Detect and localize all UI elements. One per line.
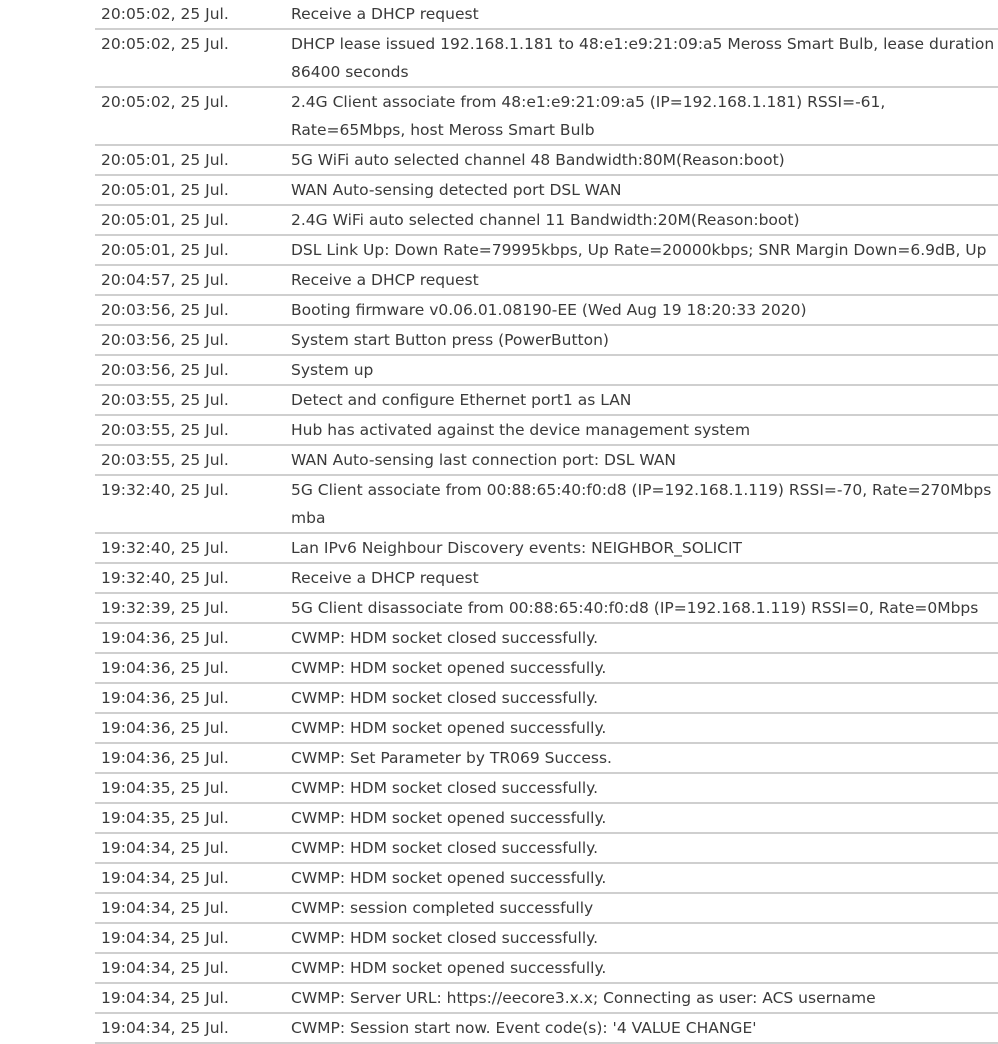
log-timestamp: 19:04:36, 25 Jul. bbox=[95, 743, 283, 773]
log-timestamp: 20:04:57, 25 Jul. bbox=[95, 265, 283, 295]
log-timestamp: 20:03:56, 25 Jul. bbox=[95, 355, 283, 385]
log-timestamp: 19:32:40, 25 Jul. bbox=[95, 533, 283, 563]
log-message: WAN Auto-sensing last connection port: DSL WAN bbox=[283, 445, 998, 475]
log-timestamp: 19:04:36, 25 Jul. bbox=[95, 713, 283, 743]
log-row bbox=[95, 445, 998, 475]
log-message: CWMP: Session start now. Event code(s): '4 VALUE CHANGE' bbox=[283, 1013, 998, 1043]
log-row bbox=[95, 175, 998, 205]
log-timestamp: 20:03:55, 25 Jul. bbox=[95, 385, 283, 415]
log-message: Receive a DHCP request bbox=[283, 563, 998, 593]
log-row bbox=[95, 743, 998, 773]
log-row bbox=[95, 0, 998, 29]
log-timestamp: 19:32:40, 25 Jul. bbox=[95, 475, 283, 533]
log-timestamp: 19:04:34, 25 Jul. bbox=[95, 893, 283, 923]
log-message: Detect and configure Ethernet port1 as LAN bbox=[283, 385, 998, 415]
log-message: CWMP: HDM socket closed successfully. bbox=[283, 833, 998, 863]
log-timestamp: 20:03:56, 25 Jul. bbox=[95, 325, 283, 355]
log-timestamp: 19:04:34, 25 Jul. bbox=[95, 953, 283, 983]
log-timestamp: 20:05:01, 25 Jul. bbox=[95, 235, 283, 265]
log-timestamp: 19:04:34, 25 Jul. bbox=[95, 833, 283, 863]
log-row bbox=[95, 863, 998, 893]
log-timestamp: 20:05:02, 25 Jul. bbox=[95, 87, 283, 145]
log-row bbox=[95, 983, 998, 1013]
log-row bbox=[95, 683, 998, 713]
log-row bbox=[95, 623, 998, 653]
log-message: CWMP: Server URL: https://eecore3.x.x; Connecting as user: ACS username bbox=[283, 983, 998, 1013]
log-row bbox=[95, 923, 998, 953]
log-row bbox=[95, 325, 998, 355]
log-row bbox=[95, 533, 998, 563]
log-row bbox=[95, 593, 998, 623]
log-message: Booting firmware v0.06.01.08190-EE (Wed Aug 19 18:20:33 2020) bbox=[283, 295, 998, 325]
log-timestamp: 19:04:36, 25 Jul. bbox=[95, 683, 283, 713]
log-timestamp: 20:05:01, 25 Jul. bbox=[95, 175, 283, 205]
log-row bbox=[95, 563, 998, 593]
event-log-body bbox=[95, 0, 998, 1043]
log-message: CWMP: Set Parameter by TR069 Success. bbox=[283, 743, 998, 773]
log-row bbox=[95, 475, 998, 533]
log-timestamp: 19:04:36, 25 Jul. bbox=[95, 653, 283, 683]
log-message: CWMP: HDM socket opened successfully. bbox=[283, 803, 998, 833]
log-message: CWMP: HDM socket opened successfully. bbox=[283, 863, 998, 893]
log-message: Hub has activated against the device management system bbox=[283, 415, 998, 445]
log-timestamp: 19:04:36, 25 Jul. bbox=[95, 623, 283, 653]
log-timestamp: 20:05:01, 25 Jul. bbox=[95, 205, 283, 235]
log-message: 5G WiFi auto selected channel 48 Bandwidth:80M(Reason:boot) bbox=[283, 145, 998, 175]
log-row bbox=[95, 235, 998, 265]
log-message: 2.4G WiFi auto selected channel 11 Bandwidth:20M(Reason:boot) bbox=[283, 205, 998, 235]
log-timestamp: 20:03:55, 25 Jul. bbox=[95, 415, 283, 445]
log-message: System start Button press (PowerButton) bbox=[283, 325, 998, 355]
log-row bbox=[95, 295, 998, 325]
log-row bbox=[95, 1013, 998, 1043]
log-message: System up bbox=[283, 355, 998, 385]
log-message: CWMP: HDM socket opened successfully. bbox=[283, 653, 998, 683]
log-message: WAN Auto-sensing detected port DSL WAN bbox=[283, 175, 998, 205]
log-timestamp: 20:03:55, 25 Jul. bbox=[95, 445, 283, 475]
log-message: CWMP: HDM socket closed successfully. bbox=[283, 923, 998, 953]
log-message: Receive a DHCP request bbox=[283, 265, 998, 295]
event-log-table bbox=[95, 0, 998, 1044]
log-timestamp: 19:04:34, 25 Jul. bbox=[95, 1013, 283, 1043]
log-timestamp: 19:04:34, 25 Jul. bbox=[95, 983, 283, 1013]
log-message: CWMP: HDM socket closed successfully. bbox=[283, 773, 998, 803]
log-message: DSL Link Up: Down Rate=79995kbps, Up Rate=20000kbps; SNR Margin Down=6.9dB, Up bbox=[283, 235, 998, 265]
log-row bbox=[95, 355, 998, 385]
log-row bbox=[95, 713, 998, 743]
log-row bbox=[95, 265, 998, 295]
log-timestamp: 19:04:34, 25 Jul. bbox=[95, 863, 283, 893]
log-message: CWMP: HDM socket closed successfully. bbox=[283, 683, 998, 713]
log-row bbox=[95, 87, 998, 145]
log-row bbox=[95, 385, 998, 415]
log-timestamp: 19:32:40, 25 Jul. bbox=[95, 563, 283, 593]
log-row bbox=[95, 145, 998, 175]
log-row bbox=[95, 653, 998, 683]
log-message: 5G Client disassociate from 00:88:65:40:f0:d8 (IP=192.168.1.119) RSSI=0, Rate=0Mbps bbox=[283, 593, 998, 623]
log-timestamp: 19:04:34, 25 Jul. bbox=[95, 923, 283, 953]
log-message: Lan IPv6 Neighbour Discovery events: NEIGHBOR_SOLICIT bbox=[283, 533, 998, 563]
log-message: 2.4G Client associate from 48:e1:e9:21:09:a5 (IP=192.168.1.181) RSSI=-61, Rate=65Mbps, host Meross Smart Bulb bbox=[283, 87, 998, 145]
log-timestamp: 19:04:35, 25 Jul. bbox=[95, 773, 283, 803]
log-timestamp: 20:05:01, 25 Jul. bbox=[95, 145, 283, 175]
log-row bbox=[95, 893, 998, 923]
log-message: CWMP: HDM socket closed successfully. bbox=[283, 623, 998, 653]
log-timestamp: 20:05:02, 25 Jul. bbox=[95, 0, 283, 29]
log-message: 5G Client associate from 00:88:65:40:f0:d8 (IP=192.168.1.119) RSSI=-70, Rate=270Mbps mba bbox=[283, 475, 998, 533]
log-row bbox=[95, 415, 998, 445]
log-timestamp: 20:03:56, 25 Jul. bbox=[95, 295, 283, 325]
log-message: CWMP: HDM socket opened successfully. bbox=[283, 953, 998, 983]
log-row bbox=[95, 833, 998, 863]
log-message: CWMP: session completed successfully bbox=[283, 893, 998, 923]
log-row bbox=[95, 29, 998, 87]
log-timestamp: 20:05:02, 25 Jul. bbox=[95, 29, 283, 87]
log-row bbox=[95, 205, 998, 235]
log-timestamp: 19:32:39, 25 Jul. bbox=[95, 593, 283, 623]
log-message: DHCP lease issued 192.168.1.181 to 48:e1:e9:21:09:a5 Meross Smart Bulb, lease duration 86400 seconds bbox=[283, 29, 998, 87]
log-row bbox=[95, 803, 998, 833]
log-message: CWMP: HDM socket opened successfully. bbox=[283, 713, 998, 743]
log-message: Receive a DHCP request bbox=[283, 0, 998, 29]
log-timestamp: 19:04:35, 25 Jul. bbox=[95, 803, 283, 833]
log-row bbox=[95, 773, 998, 803]
